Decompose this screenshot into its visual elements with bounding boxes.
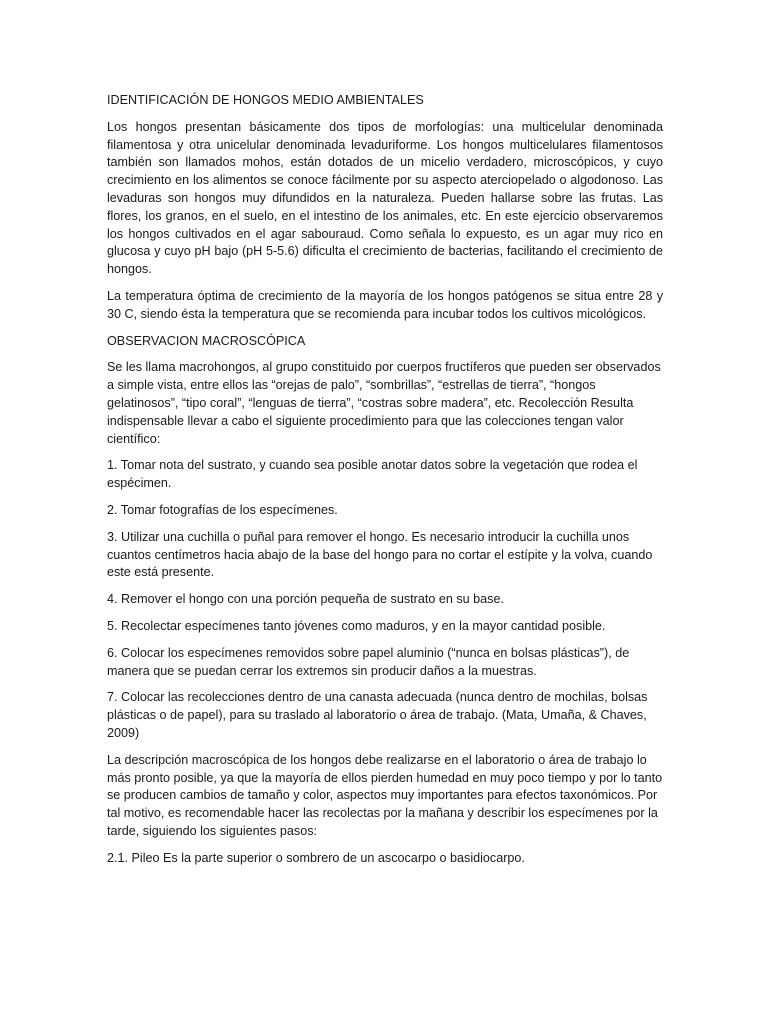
intro-paragraph-2: La temperatura óptima de crecimiento de la mayoría de los hongos patógenos se situa entre 28 y 30 C, siendo ésta la temperatura que se recomienda para incubar todos los cultivos micológicos. xyxy=(107,288,663,321)
section-heading: OBSERVACION MACROSCÓPICA xyxy=(107,333,306,348)
step-5: 5. Recolectar especímenes tanto jóvenes como maduros, y en la mayor cantidad posible. xyxy=(107,618,606,633)
intro-paragraph-1: Los hongos presentan básicamente dos tipos de morfologías: una multicelular denominada filamentosa y otra unicelular denominada levaduriforme. Los hongos multicelulares filamentosos también son llamados mohos, están dotados de un micelio verdadero, microscópicos, y cuyo crecimiento en los alimentos se conoce fácilmente por su aspecto aterciopelado o algodonoso. Las levaduras son hongos muy difundidos en la naturaleza. Pueden hallarse sobre las frutas. Las flores, los granos, en el suelo, en el intestino de los animales, etc. En este ejercicio observaremos los hongos cultivados en el agar sabouraud. Como señala lo expuesto, es un agar muy rico en glucosa y cuyo pH bajo (pH 5-5.6) dificulta el crecimiento de bacterias, facilitando el crecimiento de hongos. xyxy=(107,119,663,277)
step-2: 2. Tomar fotografías de los especímenes. xyxy=(107,502,338,517)
step-6: 6. Colocar los especímenes removidos sobre papel aluminio (“nunca en bolsas plásticas”), de manera que se puedan cerrar los extremos sin producir daños a la muestras. xyxy=(107,645,630,678)
document-page xyxy=(107,92,663,876)
section-paragraph: Se les llama macrohongos, al grupo constituido por cuerpos fructíferos que pueden ser observados a simple vista, entre ellos las “orejas de palo”, “sombrillas”, “estrellas de tierra”, “hongos gelatinosos”, “tipo coral”, “lenguas de tierra”, “costras sobre madera”, etc. Recolección Resulta indispensable llevar a cabo el siguiente procedimiento para que las colecciones tengan valor científico: xyxy=(107,360,661,446)
document-title: IDENTIFICACIÓN DE HONGOS MEDIO AMBIENTALES xyxy=(107,93,424,107)
description-paragraph: La descripción macroscópica de los hongos debe realizarse en el laboratorio o área de trabajo lo más pronto posible, ya que la mayoría de ellos pierden humedad en muy poco tiempo y por lo tanto se producen cambios de tamaño y color, aspectos muy importantes para efectos taxonómicos. Por tal motivo, es recomendable hacer las recolectas por la mañana y describir los especímenes por la tarde, siguiendo los siguientes pasos: xyxy=(107,752,663,838)
step-1: 1. Tomar nota del sustrato, y cuando sea posible anotar datos sobre la vegetación que rodea el espécimen. xyxy=(107,458,638,491)
step-3: 3. Utilizar una cuchilla o puñal para remover el hongo. Es necesario introducir la cuchilla unos cuantos centímetros hacia abajo de la base del hongo para no cortar el estípite y la volva, cuando este está presente. xyxy=(107,529,653,580)
subsection-paragraph: 2.1. Pileo Es la parte superior o sombrero de un ascocarpo o basidiocarpo. xyxy=(107,850,525,865)
step-4: 4. Remover el hongo con una porción pequeña de sustrato en su base. xyxy=(107,592,504,607)
step-7: 7. Colocar las recolecciones dentro de una canasta adecuada (nunca dentro de mochilas, bolsas plásticas o de papel), para su traslado al laboratorio o área de trabajo. (Mata, Umaña, & Chaves, 2009) xyxy=(107,690,648,740)
